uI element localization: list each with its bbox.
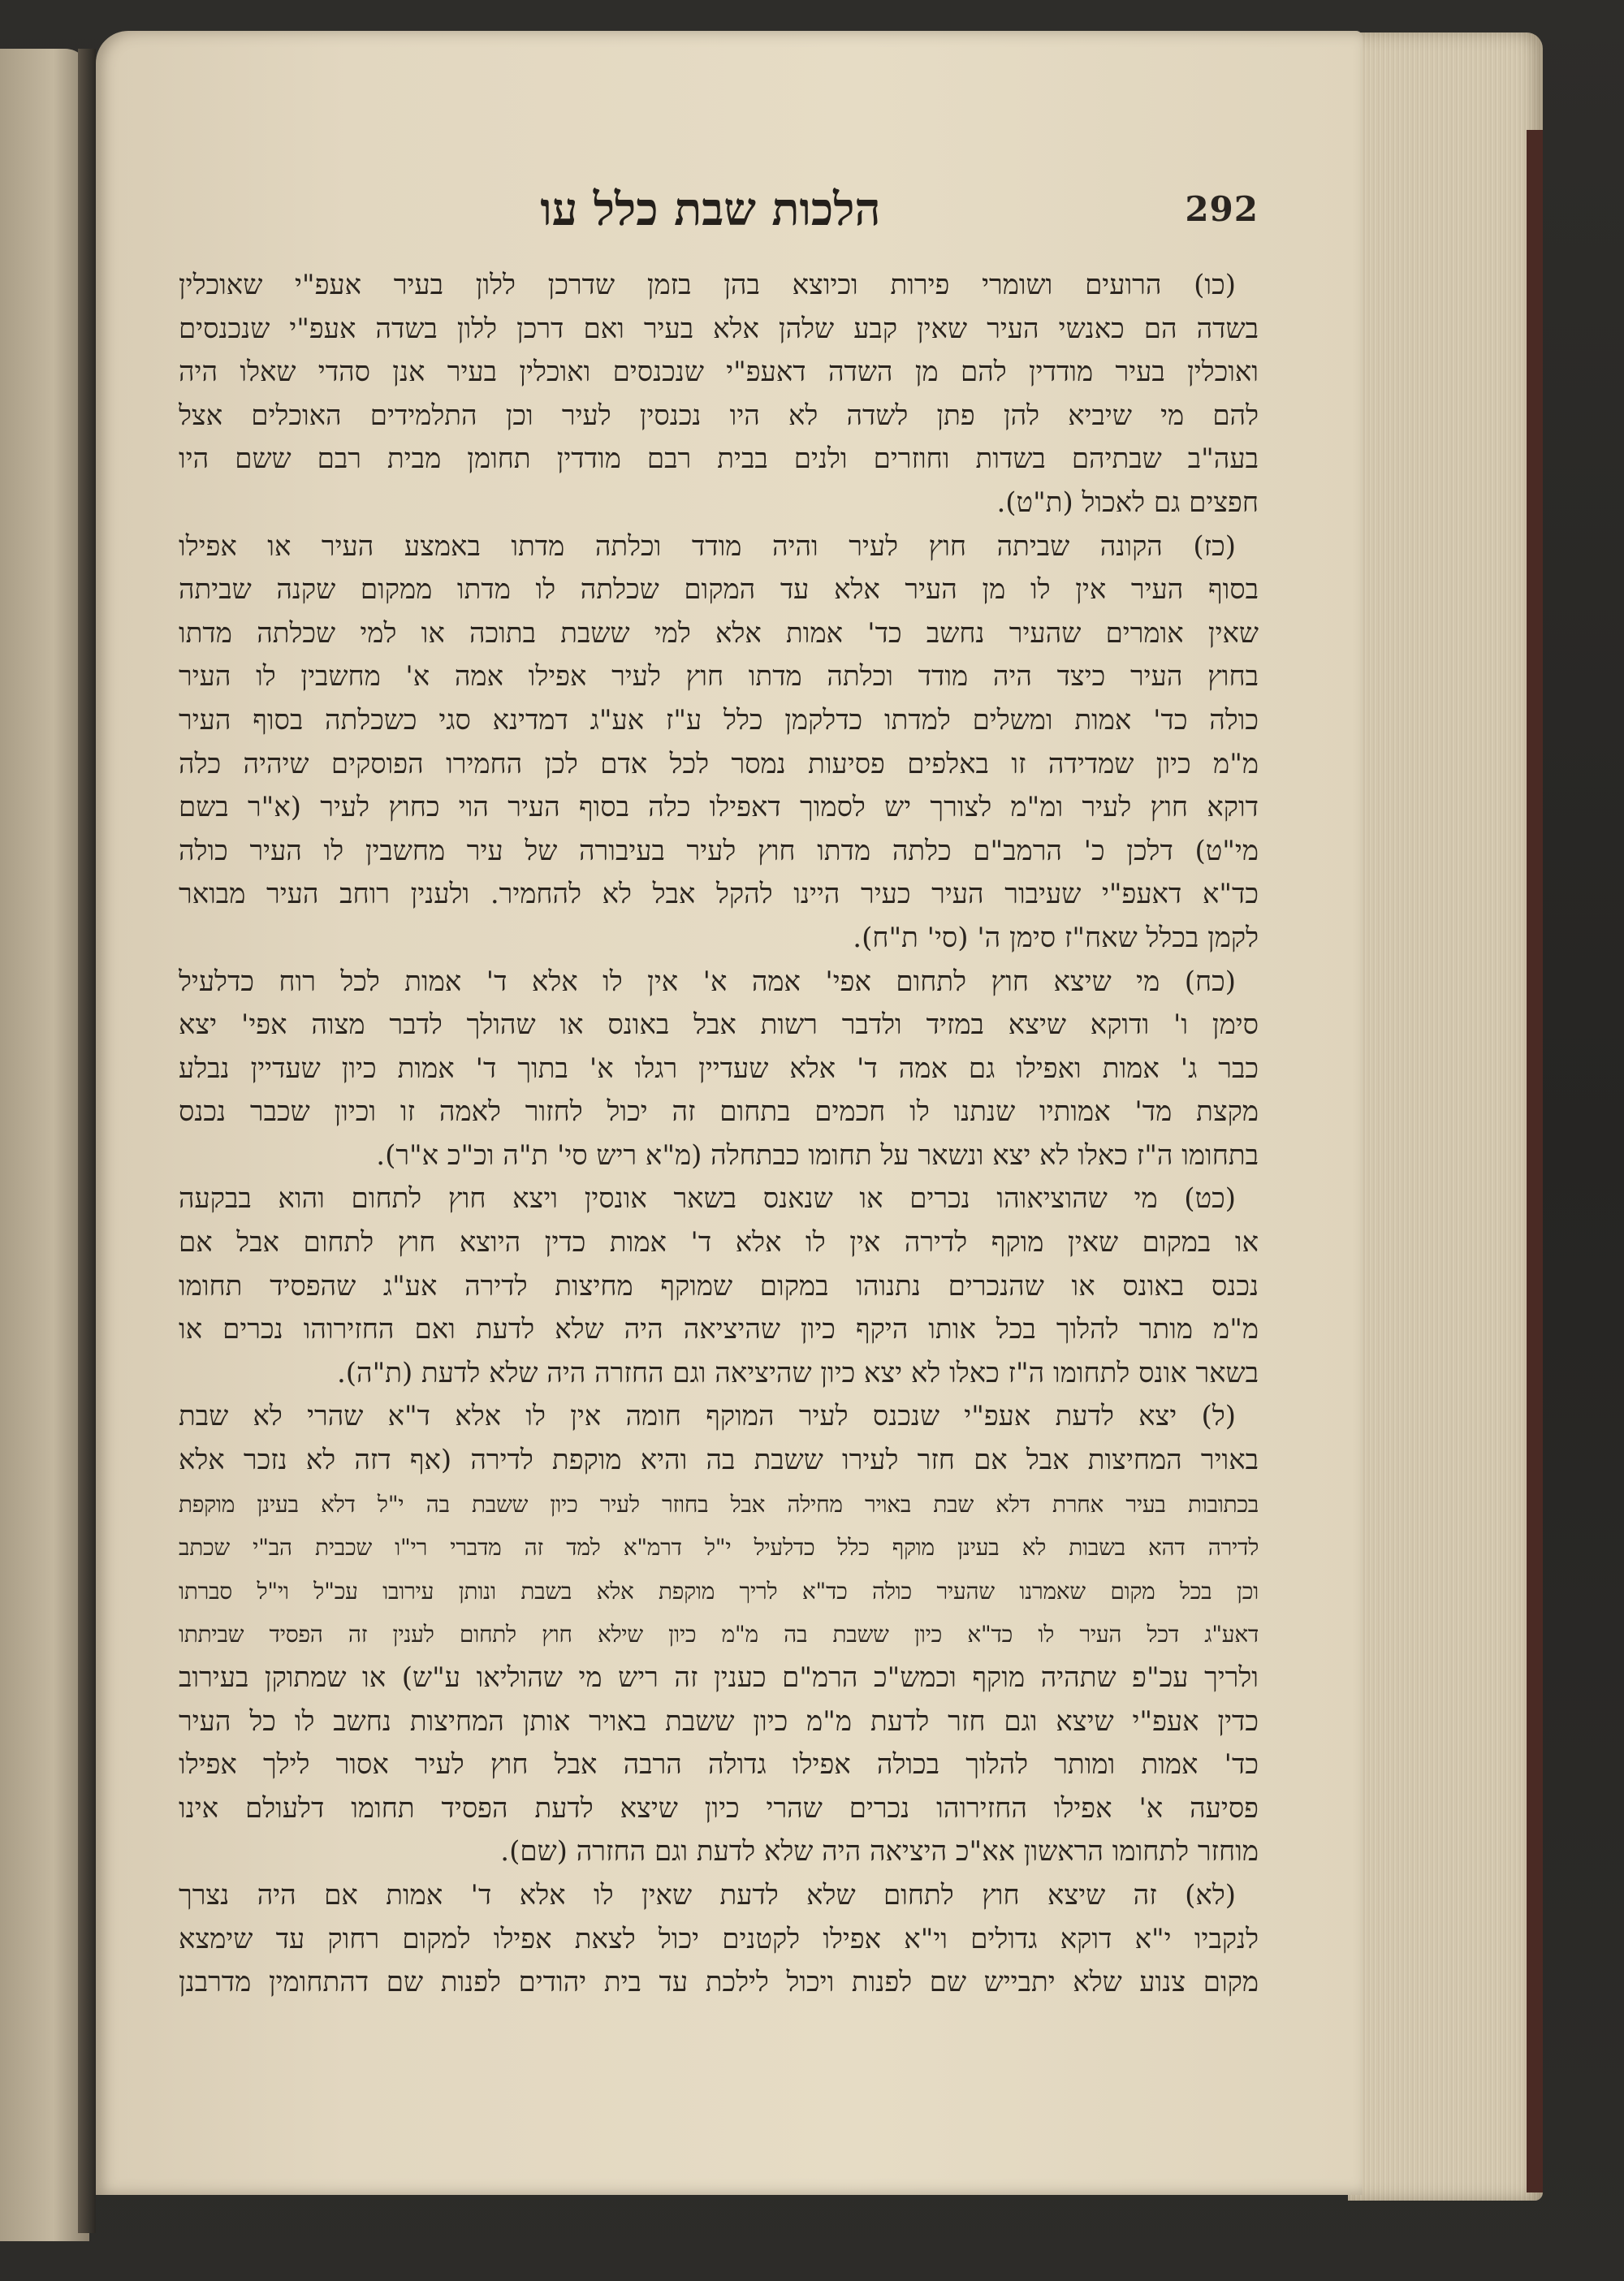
- text-line: לנקביו י"א דוקא גדולים וי"א אפילו לקטנים יכול לצאת אפילו למקום רחוק עד שימצא: [179, 1922, 1259, 1955]
- text-line: פסיעה א' אפילו החזירוהו נכרים שהרי כיון שיצא לדעת הפסיד תחומו דלעולם אינו: [179, 1791, 1259, 1825]
- text-line: בסוף העיר אין לו מן העיר אלא עד המקום שכלתה לו מדתו ממקום שקנה שביתה: [179, 573, 1259, 607]
- body-text: [179, 264, 1259, 2111]
- text-line: מקצת מד' אמותיו שנתנו לו חכמים בתחום זה יכול לחזור לאמה זו וכיון שכבר נכנס: [179, 1095, 1259, 1129]
- text-line: נכנס באונס או שהנכרים נתנוהו במקום שמוקף מחיצות לדירה אע"ג שהפסיד תחומו: [179, 1269, 1259, 1303]
- text-line: ולריך עכ"פ שתהיה מוקף וכמש"כ הרמ"ם כענין זה ריש מי שהוליאו ע"ש) או שמתוקן בעירוב: [179, 1661, 1259, 1694]
- page-block-edges: [1348, 32, 1543, 2201]
- text-line: כדין אעפ"י שיצא וגם חזר לדעת מ"מ כיון ששבת באויר אותן המחיצות נחשב לו כל העיר: [179, 1704, 1259, 1738]
- page-header: [162, 183, 1259, 248]
- text-line: מי"ט) דלכן כ' הרמב"ם כלתה מדתו חוץ לעיר בעיבורה של עיר מחשבין לו העיר כולה: [179, 834, 1259, 867]
- text-line: דוקא חוץ לעיר ומ"מ לצורך יש לסמוך דאפילו כלה בסוף העיר הוי כחוץ לעיר (א"ר בשם: [179, 791, 1259, 824]
- text-line: מקום צנוע שלא יתבייש שם לפנות ויכול לילכת עד בית יהודים לפנות שם דהתחומין מדרבנן: [179, 1966, 1259, 1999]
- page-number: 292: [1185, 189, 1259, 229]
- text-line: מ"מ כיון שמדידה זו באלפים פסיעות נמסר לכל אדם לכן החמירו הפוסקים שיהיה כלה: [179, 747, 1259, 780]
- text-line: חפצים גם לאכול (ת"ט).: [996, 486, 1259, 519]
- text-line: (כז) הקונה שביתה חוץ לעיר והיה מודד וכלתה מדתו באמצע העיר או אפילו: [179, 529, 1236, 563]
- text-line: כולה כד' אמות ומשלים למדתו כדלקמן כלל ע"ז אע"ג דמדינא סגי כשכלתה בסוף העיר: [179, 703, 1259, 737]
- text-line: שאין אומרים שהעיר נחשב כד' אמות אלא למי ששבת בתוכה או למי שכלתה מדתו: [179, 616, 1259, 650]
- text-line: באויר המחיצות אבל אם חזר לעירו ששבת בה והיא מוקפת לדירה (אף דזה לא נזכר אלא: [179, 1444, 1259, 1477]
- text-line: בחוץ העיר כיצד היה מודד וכלתה מדתו חוץ לעיר אפילו אמה א' מחשבין לו העיר: [179, 660, 1259, 693]
- text-line: (כח) מי שיצא חוץ לתחום אפי' אמה א' אין לו אלא ד' אמות לכל רוח כדלעיל: [179, 965, 1236, 998]
- text-line: לקמן בכלל שאח"ז סימן ה' (סי' ת"ח).: [853, 921, 1259, 954]
- text-line: וכן בכל מקום שאמרנו שהעיר כולה כד"א לריך מוקפת אלא בשבת ונותן עירובו עכ"ל וי"ל סברתו: [179, 1577, 1259, 1605]
- text-line: או במקום שאין מוקף לדירה אין לו אלא ד' אמות כדין היוצא חוץ לתחום אבל אם: [179, 1226, 1259, 1259]
- text-line: כד' אמות ומותר להלוך בכולה אפילו גדולה הרבה אבל חוץ לעיר אסור לילך אפילו: [179, 1748, 1259, 1782]
- text-line: לדירה דהא בשבות לא בעינן מוקף כלל כדלעיל י"ל דרמ"א למד זה מדברי רי"ו שכבית הב"י שכתב: [179, 1534, 1259, 1562]
- text-line: ואוכלין בעיר מודדין להם מן השדה דאעפ"י שנכנסים ואוכלין בעיר אנן סהדי שאלו היה: [179, 356, 1259, 389]
- text-line: (ל) יצא לדעת אעפ"י שנכנס לעיר המוקף חומה אין לו אלא ד"א שהרי לא שבת: [179, 1400, 1236, 1433]
- running-title: הלכות שבת כלל עו: [540, 183, 881, 236]
- text-line: כבר ג' אמות ואפילו גם אמה ד' אלא שעדיין רגלו א' בתוך ד' אמות כיון שעדיין נבלע: [179, 1052, 1259, 1085]
- text-line: כד"א דאעפ"י שעיבור העיר כעיר היינו להקל אבל לא להחמיר. ולענין רוחב העיר מבואר: [179, 878, 1259, 911]
- book-cover-edge: [1527, 130, 1543, 2192]
- book-gutter: [78, 49, 96, 2233]
- text-line: סימן ו' ודוקא שיצא במזיד ולדבר רשות אבל באונס או שהולך לדבר מצוה אפי' יצא: [179, 1009, 1259, 1042]
- text-line: בשאר אונס לתחומו ה"ז כאלו לא יצא כיון שהיציאה וגם החזרה היה שלא לדעת (ת"ה).: [336, 1356, 1259, 1389]
- text-line: מוחזר לתחומו הראשון אא"כ היציאה היה שלא לדעת וגם החזרה (שם).: [500, 1835, 1259, 1868]
- text-line: בעה"ב שבתיהם בשדות וחוזרים ולנים בבית רבם מודדין תחומן מבית רבם ששם היו: [179, 443, 1259, 476]
- text-line: בתחומו ה"ז כאלו לא יצא ונשאר על תחומו כבתחלה (מ"א ריש סי' ת"ה וכ"כ א"ר).: [376, 1138, 1259, 1172]
- text-line: (כט) מי שהוציאוהו נכרים או שנאנס בשאר אונסין ויצא חוץ לתחום והוא בבקעה: [179, 1182, 1236, 1216]
- text-line: בכתובות בעיר אחרת דלא שבת באויר מחילה אבל בחוזר לעיר כיון ששבת בה י"ל דלא בעינן מוקפת: [179, 1490, 1259, 1518]
- text-line: בשדה הם כאנשי העיר שאין קבע שלהן אלא בעיר ואם דרכן ללון בשדה אעפ"י שנכנסים: [179, 312, 1259, 345]
- text-line: מ"מ מותר להלוך בכל אותו היקף כיון שהיציאה היה שלא לדעת ואם החזירוהו נכרים או: [179, 1313, 1259, 1346]
- facing-page-edge: [0, 49, 89, 2241]
- text-line: דאע"ג דכל העיר לו כד"א כיון ששבת בה מ"מ כיון שילא חוץ לתחום לענין זה הפסיד שביתתו: [179, 1621, 1259, 1648]
- text-line: (לא) זה שיצא חוץ לתחום שלא לדעת שאין לו אלא ד' אמות אם היה נצרך: [179, 1878, 1236, 1912]
- text-line: (כו) הרועים ושומרי פירות וכיוצא בהן בזמן שדרכן ללון בעיר אעפ"י שאוכלין: [179, 269, 1236, 301]
- text-line: להם מי שיביא להן פתן לשדה לא היו נכנסין לעיר וכן התלמידים האוכלים אצל: [179, 399, 1259, 432]
